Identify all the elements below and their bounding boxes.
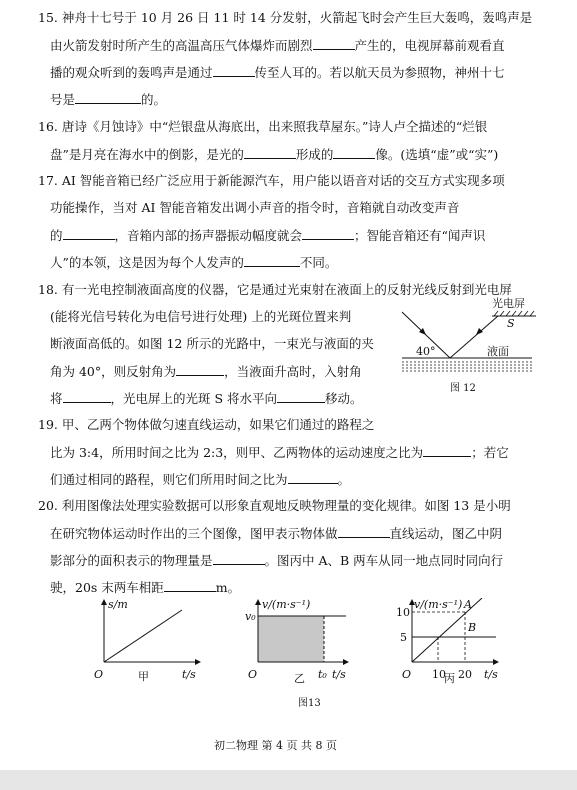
- q17-line2: 功能操作，当对 AI 智能音箱发出调小声音的指令时，音箱就自动改变声音: [50, 200, 460, 215]
- figure-13-graphs: [90, 598, 530, 710]
- answer-blank[interactable]: [63, 227, 115, 240]
- graph-name: 甲: [138, 670, 149, 683]
- q20-line2: 在研究物体运动时作出的三个图像，图甲表示物体做 直线运动，图乙中阴: [50, 526, 503, 541]
- label-B: B: [468, 621, 477, 634]
- answer-blank[interactable]: [423, 444, 471, 457]
- surface-label: 液面: [487, 345, 509, 358]
- label-A: A: [464, 598, 472, 611]
- y-tick-10: 10: [396, 606, 410, 619]
- q17-line1: 17. AI 智能音箱已经广泛应用于新能源汽车，用户能以语音对话的交互方式实现多项: [38, 173, 505, 188]
- answer-blank[interactable]: [213, 64, 255, 77]
- answer-blank[interactable]: [213, 552, 265, 565]
- bottom-bar: [0, 770, 577, 790]
- origin-label: O: [248, 668, 258, 681]
- graph-name: 丙: [444, 672, 455, 685]
- answer-blank[interactable]: [244, 254, 300, 267]
- answer-blank[interactable]: [302, 227, 354, 240]
- angle-label: 40°: [416, 345, 436, 358]
- x-axis-label: t/s: [182, 668, 196, 681]
- graph-bing: [396, 598, 498, 685]
- q20-line1: 20. 利用图像法处理实验数据可以形象直观地反映物理量的变化规律。如图 13 是小明: [38, 498, 511, 513]
- liquid-hatching: [402, 362, 532, 371]
- x-axis-label: t/s: [332, 668, 346, 681]
- page-footer: 初二物理 第 4 页 共 8 页: [214, 739, 337, 752]
- q15-line1: 15. 神舟十七号于 10 月 26 日 11 时 14 分发射，火箭起飞时会产生巨大轰鸣，轰鸣声是: [38, 10, 533, 25]
- q15-line3: 播的观众听到的轰鸣声是通过 传至人耳的。若以航天员为参照物，神州十七: [50, 65, 505, 80]
- y-axis-label: s/m: [108, 598, 128, 611]
- y-axis-label: v/(m·s⁻¹): [414, 598, 463, 611]
- shaded-area: [258, 616, 324, 662]
- answer-blank[interactable]: [313, 37, 355, 50]
- answer-blank[interactable]: [277, 390, 325, 403]
- q18-line4: 角为 40°，则反射角为 ，当液面升高时，入射角: [50, 364, 362, 379]
- arrow-icon: [476, 328, 483, 335]
- distance-time-line: [104, 610, 182, 662]
- q18-line1: 18. 有一光电控制液面高度的仪器，它是通过光束射在液面上的反射光线反射到光电屏: [38, 282, 512, 297]
- y-axis-label: v/(m·s⁻¹): [262, 598, 311, 611]
- x-tick-20: 20: [458, 668, 472, 681]
- q17-line3: 的 ，音箱内部的扬声器振动幅度就会 ；智能音箱还有“闻声识: [50, 228, 486, 243]
- q18-line5: 将 ，光电屏上的光斑 S 将水平向 移动。: [50, 391, 363, 406]
- q15-line2: 由火箭发射时所产生的高温高压气体爆炸而剧烈 产生的，电视屏幕前观看直: [50, 38, 505, 53]
- graph-jia: [94, 598, 200, 683]
- q15-line4: 号是 的。: [50, 92, 167, 107]
- answer-blank[interactable]: [75, 91, 141, 104]
- photo-screen: [492, 311, 536, 316]
- v0-label: v₀: [245, 610, 256, 623]
- screen-label: 光电屏: [492, 297, 525, 310]
- q19-line1: 19. 甲、乙两个物体做匀速直线运动，如果它们通过的路程之: [38, 417, 375, 432]
- graph-yi: [245, 598, 348, 685]
- answer-blank[interactable]: [288, 471, 338, 484]
- origin-label: O: [94, 668, 104, 681]
- q16-line2: 盘”是月亮在海水中的倒影，是光的 形成的 像。(选填“虚”或“实”): [50, 147, 499, 162]
- answer-blank[interactable]: [63, 390, 111, 403]
- answer-blank[interactable]: [338, 525, 390, 538]
- t0-label: t₀: [318, 668, 327, 681]
- origin-label: O: [402, 668, 412, 681]
- answer-blank[interactable]: [164, 579, 216, 592]
- answer-blank[interactable]: [244, 146, 296, 159]
- q18-line2: (能将光信号转化为电信号进行处理) 上的光斑位置来判: [50, 309, 352, 324]
- q16-line1: 16. 唐诗《月蚀诗》中“烂银盘从海底出，出来照我草屋东。”诗人卢仝描述的“烂银: [38, 119, 488, 134]
- x-tick-10: 10: [432, 668, 446, 681]
- q19-line3: 们通过相同的路程，则它们所用时间之比为 。: [50, 472, 351, 487]
- q18-line3: 断液面高低的。如图 12 所示的光路中，一束光与液面的夹: [50, 336, 374, 351]
- spot-label: S: [507, 317, 515, 330]
- q20-line3: 影部分的面积表示的物理量是 。图丙中 A、B 两车从同一地点同时同向行: [50, 553, 504, 568]
- answer-blank[interactable]: [333, 146, 375, 159]
- figure-13-caption: 图13: [298, 698, 321, 709]
- answer-blank[interactable]: [176, 363, 224, 376]
- graph-name: 乙: [294, 672, 305, 685]
- q19-line2: 比为 3:4，所用时间之比为 2:3，则甲、乙两物体的运动速度之比为 ；若它: [50, 445, 509, 460]
- figure-12-diagram: [390, 290, 540, 398]
- x-axis-label: t/s: [484, 668, 498, 681]
- y-tick-5: 5: [400, 631, 407, 644]
- figure-12-caption: 图 12: [450, 383, 476, 394]
- q17-line4: 人”的本领，这是因为每个人发声的 不同。: [50, 255, 338, 270]
- q20-line4: 驶，20s 末两车相距 m。: [50, 580, 241, 595]
